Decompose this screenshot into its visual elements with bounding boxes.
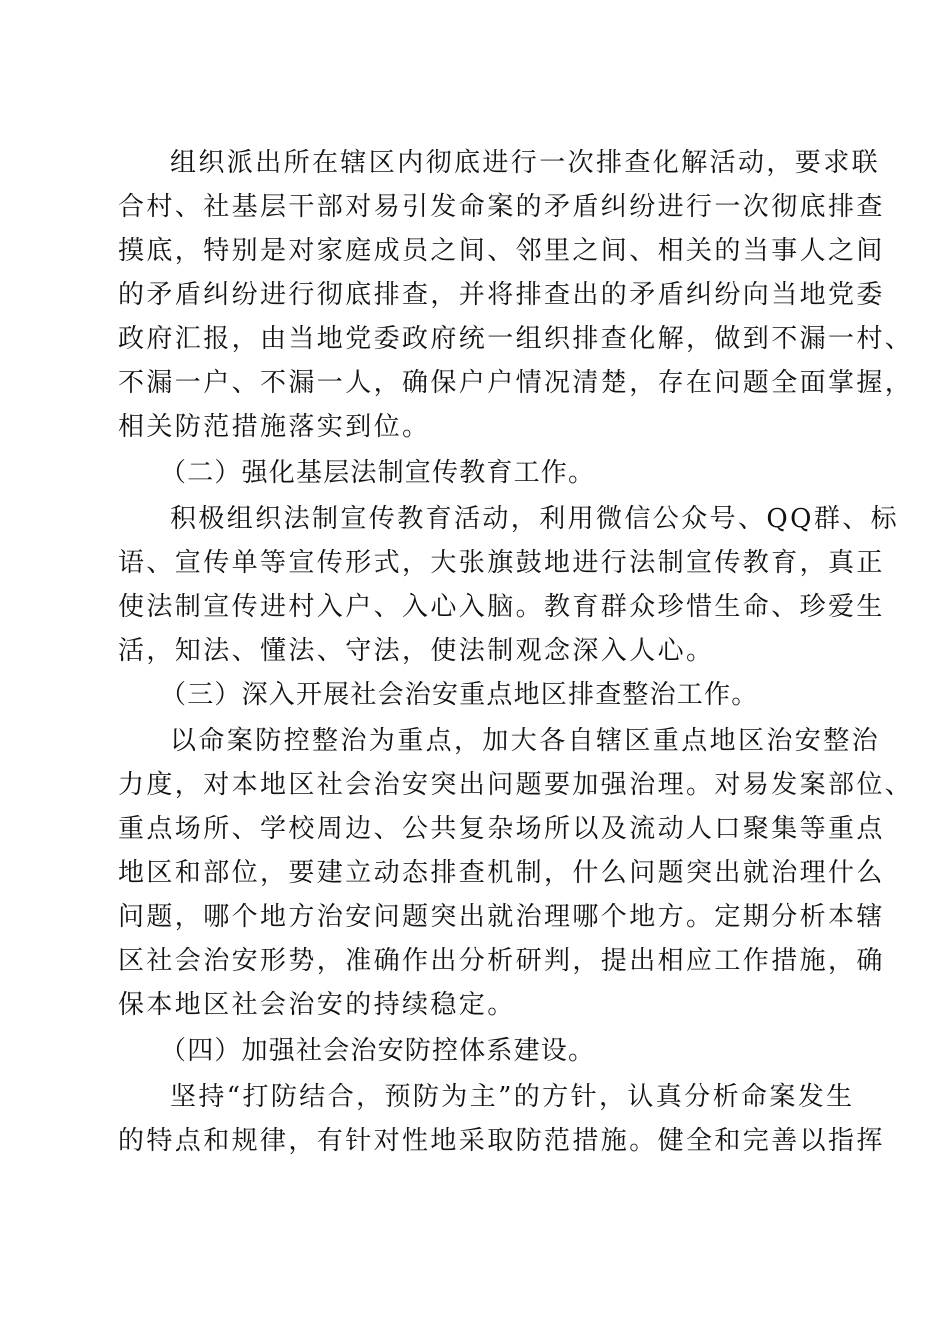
paragraph-line: 语、宣传单等宣传形式，大张旗鼓地进行法制宣传教育，真正 bbox=[118, 548, 885, 578]
paragraph-line: 相关防范措施落实到位。 bbox=[118, 412, 431, 442]
paragraph-line: 使法制宣传进村入户、入心入脑。教育群众珍惜生命、珍爱生 bbox=[118, 592, 885, 622]
paragraph-line: 合村、社基层干部对易引发命案的矛盾纠纷进行一次彻底排查 bbox=[118, 192, 885, 222]
paragraph-line: 地区和部位，要建立动态排查机制，什么问题突出就治理什么 bbox=[118, 858, 885, 888]
paragraph-line: 保本地区社会治安的持续稳定。 bbox=[118, 990, 516, 1020]
section-heading-2: （二）强化基层法制宣传教育工作。 bbox=[160, 458, 596, 488]
paragraph-line: 不漏一户、不漏一人，确保户户情况清楚，存在问题全面掌握， bbox=[118, 368, 914, 398]
paragraph-line: 问题，哪个地方治安问题突出就治理哪个地方。定期分析本辖 bbox=[118, 902, 885, 932]
paragraph-line: 区社会治安形势，准确作出分析研判，提出相应工作措施，确 bbox=[118, 946, 885, 976]
paragraph-line: 积极组织法制宣传教育活动，利用微信公众号、QQ群、标 bbox=[170, 504, 900, 534]
paragraph-line: 的矛盾纠纷进行彻底排查，并将排查出的矛盾纠纷向当地党委 bbox=[118, 280, 885, 310]
paragraph-line: 坚持“打防结合，预防为主”的方针，认真分析命案发生 bbox=[170, 1082, 855, 1112]
paragraph-line: 组织派出所在辖区内彻底进行一次排查化解活动，要求联 bbox=[170, 148, 881, 178]
paragraph-line: 活，知法、懂法、守法，使法制观念深入人心。 bbox=[118, 636, 715, 666]
paragraph-line: 重点场所、学校周边、公共复杂场所以及流动人口聚集等重点 bbox=[118, 814, 885, 844]
paragraph-line: 力度，对本地区社会治安突出问题要加强治理。对易发案部位、 bbox=[118, 770, 914, 800]
paragraph-line: 以命案防控整治为重点，加大各自辖区重点地区治安整治 bbox=[170, 726, 881, 756]
paragraph-line: 摸底，特别是对家庭成员之间、邻里之间、相关的当事人之间 bbox=[118, 236, 885, 266]
paragraph-line: 政府汇报，由当地党委政府统一组织排查化解，做到不漏一村、 bbox=[118, 324, 914, 354]
section-heading-4: （四）加强社会治安防控体系建设。 bbox=[160, 1036, 596, 1066]
section-heading-3: （三）深入开展社会治安重点地区排查整治工作。 bbox=[160, 680, 759, 710]
paragraph-line: 的特点和规律，有针对性地采取防范措施。健全和完善以指挥 bbox=[118, 1126, 885, 1156]
